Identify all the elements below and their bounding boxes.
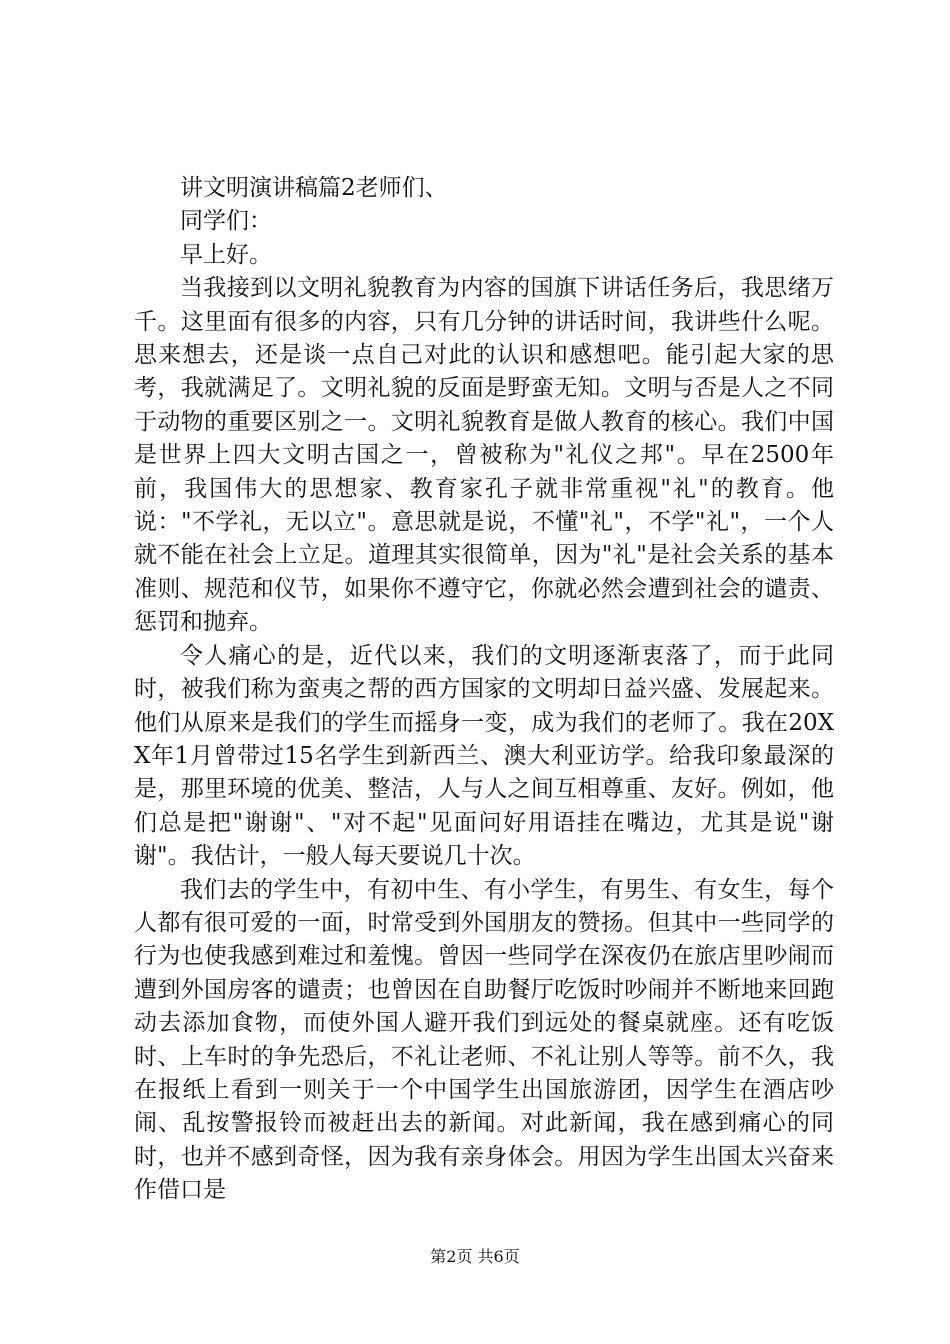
- body-paragraph: 当我接到以文明礼貌教育为内容的国旗下讲话任务后，我思绪万千。这里面有很多的内容，只有几分钟的讲话时间，我讲些什么呢。思来想去，还是谈一点自己对此的认识和感想吧。能引起大家的思考，我就满足了。文明礼貌的反面是野蛮无知。文明与否是人之不同于动物的重要区别之一。文明礼貌教育是做人教育的核心。我们中国是世界上四大文明古国之一，曾被称为"礼仪之邦"。早在2500年前，我国伟大的思想家、教育家孔子就非常重视"礼"的教育。他说："不学礼，无以立"。意思就是说，不懂"礼"，不学"礼"，一个人就不能在社会上立足。道理其实很简单，因为"礼"是社会关系的基本准则、规范和仪节，如果你不遵守它，你就必然会遭到社会的谴责、惩罚和抛弃。: [134, 275, 834, 636]
- body-paragraph: 我们去的学生中，有初中生、有小学生，有男生、有女生，每个人都有很可爱的一面，时常受到外国朋友的赞扬。但其中一些同学的行为也使我感到难过和羞愧。曾因一些同学在深夜仍在旅店里吵闹而遭到外国房客的谴责；也曾因在自助餐厅吃饭时吵闹并不断地来回跑动去添加食物，而使外国人避开我们到远处的餐桌就座。还有吃饭时、上车时的争先恐后，不礼让老师、不礼让别人等等。前不久，我在报纸上看到一则关于一个中国学生出国旅游团，因学生在酒店吵闹、乱按警报铃而被赶出去的新闻。对此新闻，我在感到痛心的同时，也并不感到奇怪，因为我有亲身体会。用因为学生出国太兴奋来作借口是: [134, 876, 834, 1204]
- heading-line: 讲文明演讲稿篇2老师们、: [180, 175, 448, 201]
- body-paragraph: 令人痛心的是，近代以来，我们的文明逐渐衷落了，而于此同时，被我们称为蛮夷之帮的西方国家的文明却日益兴盛、发展起来。他们从原来是我们的学生而摇身一变，成为我们的老师了。我在20XX年1月曾带过15名学生到新西兰、澳大利亚访学。给我印象最深的是，那里环境的优美、整洁，人与人之间互相尊重、友好。例如，他们总是把"谢谢"、"对不起"见面问好用语挂在嘴边，尤其是说"谢谢"。我估计，一般人每天要说几十次。: [134, 642, 834, 870]
- document-body: [134, 172, 834, 1208]
- greeting-line: 早上好。: [180, 241, 272, 268]
- salutation-line: 同学们：: [180, 208, 272, 235]
- page-number-footer: 第2页 共6页: [430, 1247, 520, 1266]
